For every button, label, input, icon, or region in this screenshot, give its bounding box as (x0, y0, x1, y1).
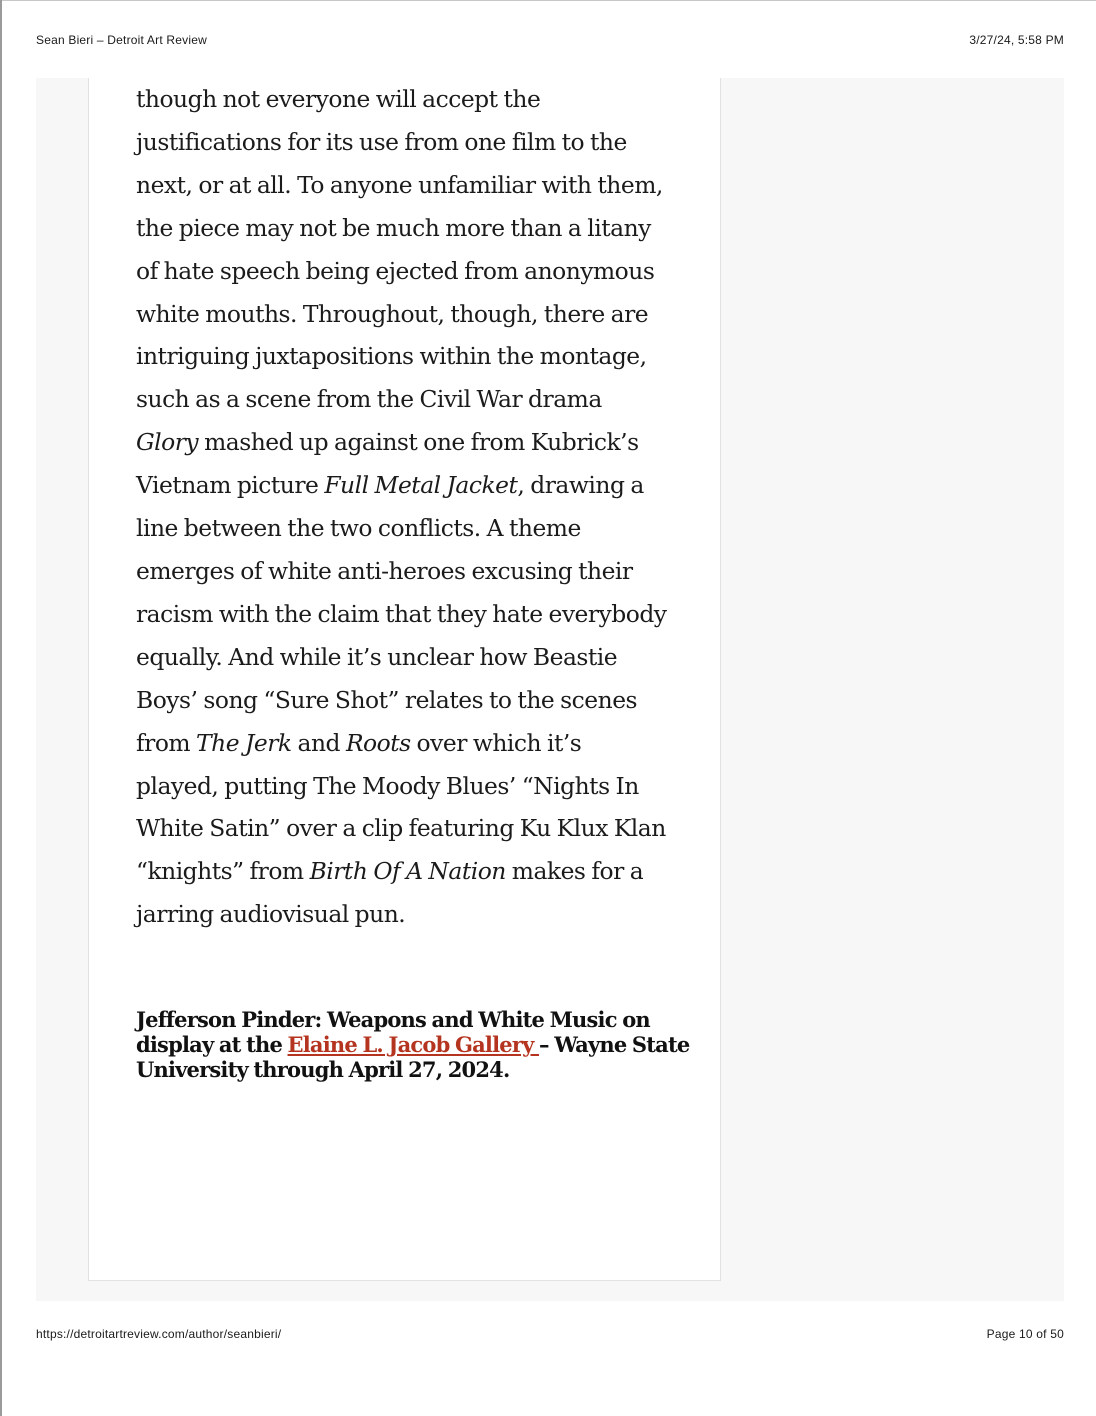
article-text: emerges of white anti-heroes excusing their (136, 556, 633, 585)
article-text: makes for a (505, 857, 644, 886)
article-text: racism with the claim that they hate everybody (136, 599, 667, 628)
article-text: white mouths. Throughout, though, there are (136, 299, 649, 328)
caption-line (136, 1032, 690, 1057)
article-line (136, 378, 681, 421)
article-text: , drawing a (517, 471, 644, 500)
article-title-italic: Glory (136, 428, 199, 457)
print-footer (36, 1327, 1064, 1341)
article-text: White Satin” over a clip featuring Ku Klux Klan (136, 814, 666, 843)
article-line (136, 164, 681, 207)
article-body-paragraph (136, 78, 681, 936)
article-line (136, 593, 681, 636)
article-line (136, 121, 681, 164)
article-line (136, 293, 681, 336)
article-line (136, 765, 681, 808)
article-text: of hate speech being ejected from anonymous (136, 256, 655, 285)
article-title-italic: The Jerk (196, 728, 292, 757)
article-title-italic: Roots (345, 728, 411, 757)
article-text: and (291, 728, 346, 757)
article-line (136, 636, 681, 679)
article-title-italic: Full Metal Jacket (324, 471, 518, 500)
article-text: mashed up against one from Kubrick’s (198, 428, 639, 457)
article-line (136, 679, 681, 722)
article-text: jarring audiovisual pun. (136, 900, 406, 929)
print-header-title: Sean Bieri – Detroit Art Review (36, 33, 207, 47)
exhibition-caption (136, 1007, 690, 1082)
article-line (136, 464, 681, 507)
article-line (136, 807, 681, 850)
article-line (136, 507, 681, 550)
article-text: though not everyone will accept the (136, 85, 541, 113)
article-text: played, putting The Moody Blues’ “Nights In (136, 771, 639, 800)
article-text: from (136, 728, 197, 757)
article-text: line between the two conflicts. A theme (136, 514, 581, 543)
print-footer-url: https://detroitartreview.com/author/seanbieri/ (36, 1327, 282, 1341)
print-footer-page-number: Page 10 of 50 (986, 1327, 1064, 1341)
article-line (136, 207, 681, 250)
gallery-link[interactable]: Elaine L. Jacob Gallery (287, 1032, 539, 1057)
article-text: equally. And while it’s unclear how Beastie (136, 642, 618, 671)
article-text: such as a scene from the Civil War drama (136, 385, 602, 414)
article-line (136, 722, 681, 765)
window-top-edge (0, 0, 1096, 1)
article-text: Vietnam picture (136, 471, 325, 500)
article-text: justifications for its use from one film to the (136, 127, 627, 156)
article-text: next, or at all. To anyone unfamiliar with them, (136, 170, 663, 199)
article-line (136, 250, 681, 293)
article-text: intriguing juxtapositions within the montage, (136, 342, 647, 371)
article-text: the piece may not be much more than a litany (136, 213, 651, 242)
article-text: “knights” from (136, 857, 310, 886)
print-header-datetime: 3/27/24, 5:58 PM (969, 33, 1064, 47)
article-text: Boys’ song “Sure Shot” relates to the scenes (136, 685, 638, 714)
caption-line: University through April 27, 2024. (136, 1057, 510, 1082)
article-line (136, 850, 681, 893)
caption-text: – Wayne State (539, 1032, 690, 1057)
print-header (36, 33, 1064, 47)
article-line (136, 78, 681, 121)
caption-text: display at the (136, 1032, 288, 1057)
article-line (136, 893, 681, 936)
article-line (136, 421, 681, 464)
article-title-italic: Birth Of A Nation (309, 857, 506, 886)
window-left-edge (0, 0, 2, 1416)
caption-line: Jefferson Pinder: Weapons and White Music on (136, 1007, 650, 1032)
article-line (136, 550, 681, 593)
article-line (136, 335, 681, 378)
article-text: over which it’s (410, 728, 582, 757)
